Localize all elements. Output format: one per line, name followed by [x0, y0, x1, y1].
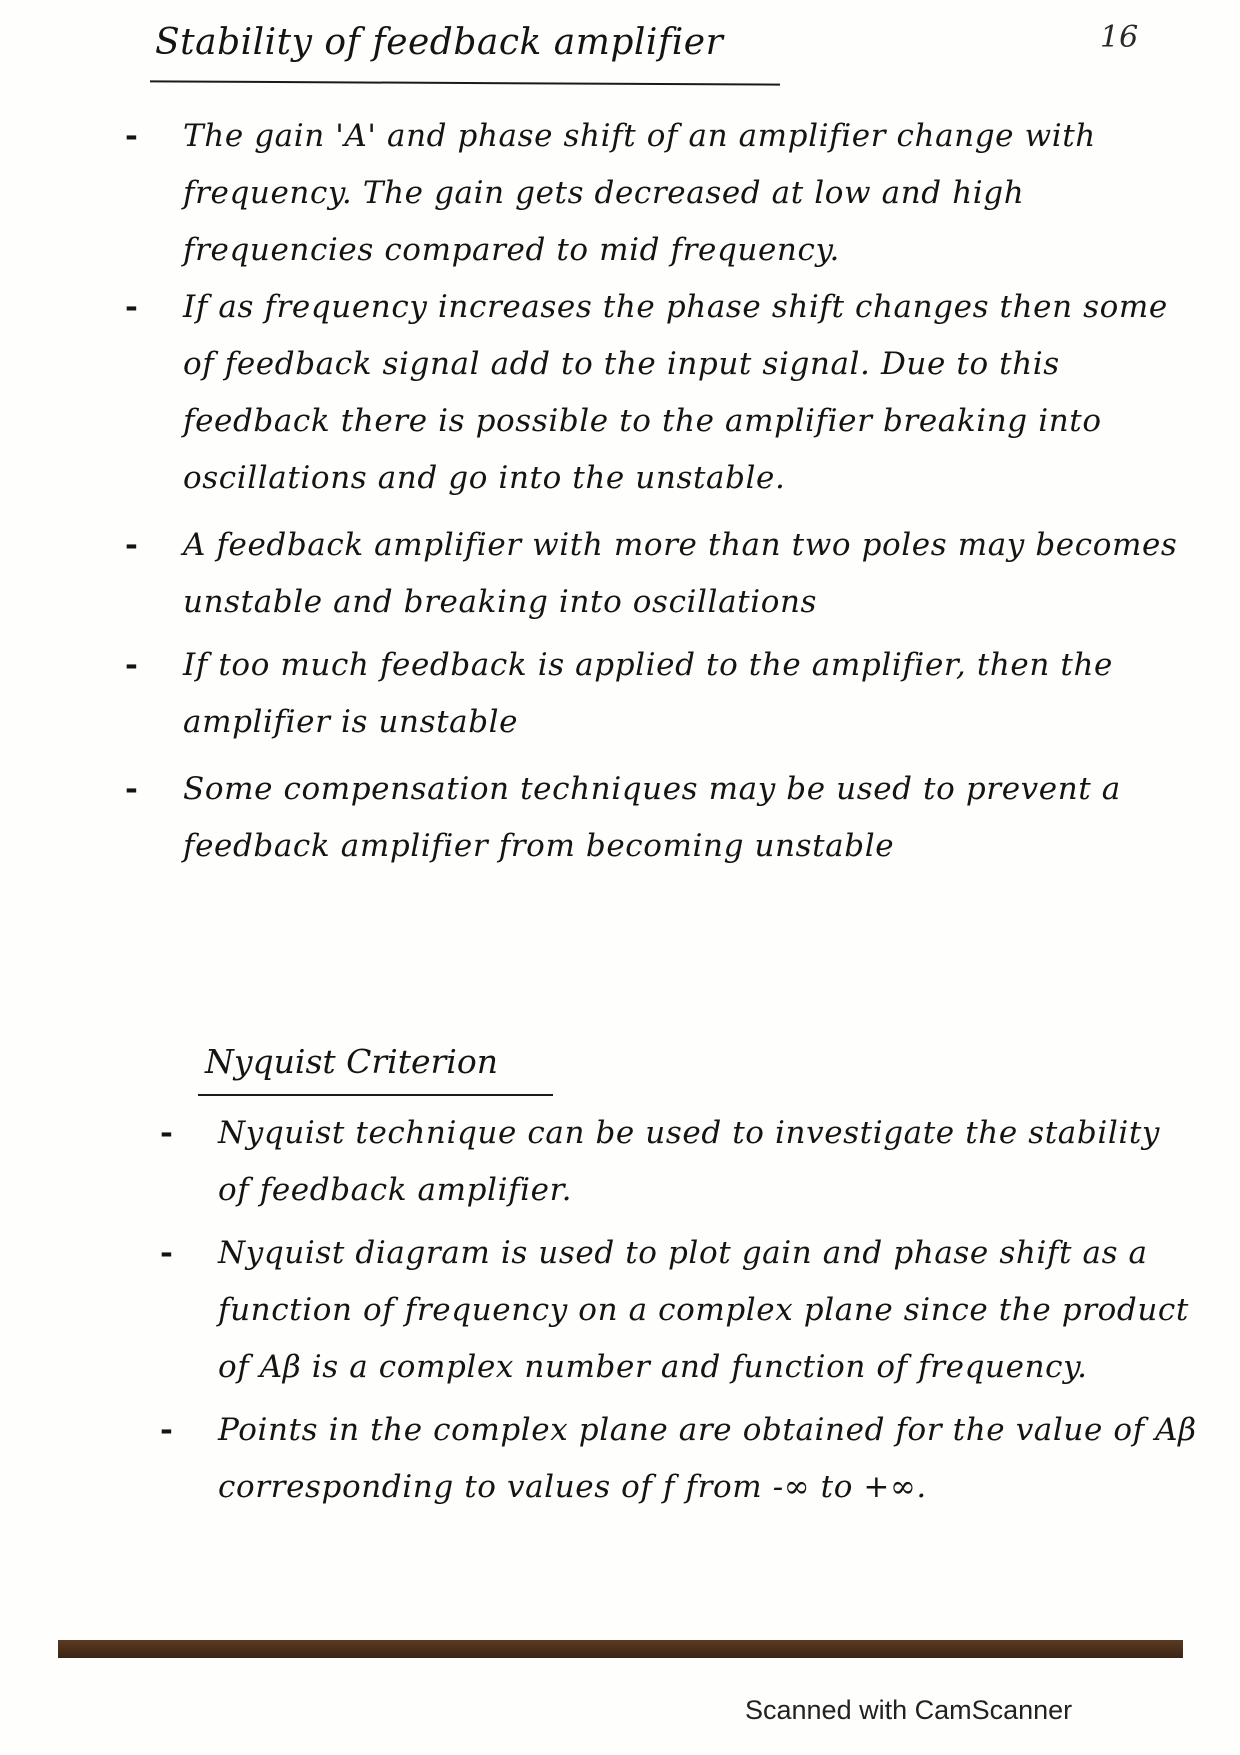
- note-complex-plane-points: - Points in the complex plane are obtained for the value of Aβ corresponding to values of f from -∞ to +∞.: [160, 1402, 1200, 1516]
- note-gain-phase-frequency: - The gain 'A' and phase shift of an amplifier change with frequency. The gain gets decreased at low and high frequencies compared to mid frequency.: [125, 108, 1195, 279]
- note-more-than-two-poles: - A feedback amplifier with more than two poles may becomes unstable and breaking into oscillations: [125, 517, 1195, 631]
- note-too-much-feedback: - If too much feedback is applied to the amplifier, then the amplifier is unstable: [125, 637, 1195, 751]
- note-compensation-techniques: - Some compensation techniques may be used to prevent a feedback amplifier from becoming unstable: [125, 761, 1195, 875]
- scanner-watermark: Scanned with CamScanner: [745, 1695, 1073, 1725]
- scan-edge-band: [58, 1640, 1183, 1658]
- page-number: 16: [1100, 20, 1139, 55]
- nyquist-notes-list: [160, 1105, 1200, 1522]
- nyquist-heading-underline: [198, 1094, 553, 1096]
- nyquist-heading: Nyquist Criterion: [205, 1042, 498, 1081]
- note-nyquist-diagram: - Nyquist diagram is used to plot gain and phase shift as a function of frequency on a complex plane since the product of Aβ is a complex number and function of frequency.: [160, 1225, 1200, 1396]
- note-phase-shift-oscillation: - If as frequency increases the phase shift changes then some of feedback signal add to the input signal. Due to this feedback there is possible to the amplifier breaking into oscillations and go into the unstable.: [125, 279, 1195, 507]
- title-underline: [150, 80, 780, 85]
- note-nyquist-technique: - Nyquist technique can be used to investigate the stability of feedback amplifier.: [160, 1105, 1200, 1219]
- page-title: Stability of feedback amplifier: [155, 22, 724, 63]
- stability-notes-list: [125, 108, 1195, 881]
